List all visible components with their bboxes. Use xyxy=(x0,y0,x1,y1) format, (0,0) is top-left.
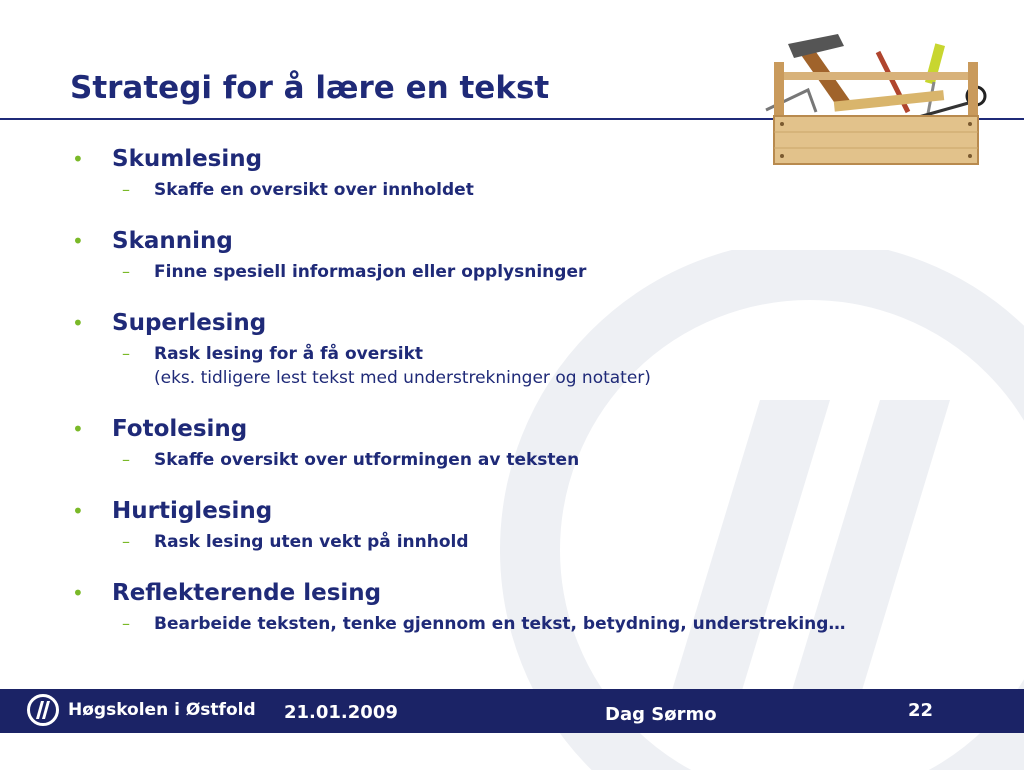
hiof-logo-icon xyxy=(26,693,60,727)
bullet-dot: • xyxy=(72,147,84,171)
page-number: 22 xyxy=(908,700,934,721)
bullet-dot: • xyxy=(72,499,84,523)
sub-bullet-text: Rask lesing for å få oversikt xyxy=(154,344,424,364)
slide-title: Strategi for å lære en tekst xyxy=(70,70,550,106)
bullet-item xyxy=(70,306,1000,390)
sub-bullet-dash: – xyxy=(122,532,130,551)
logo-text: Høgskolen i Østfold xyxy=(68,700,256,720)
sub-bullet-text: Finne spesiell informasjon eller opplysninger xyxy=(154,262,587,282)
sub-bullet-dash: – xyxy=(122,180,130,199)
bullet-label: Fotolesing xyxy=(112,416,248,442)
sub-bullet-text: Rask lesing uten vekt på innhold xyxy=(154,532,469,552)
bullet-item xyxy=(70,576,1000,636)
bullet-item xyxy=(70,412,1000,472)
footer-bar xyxy=(0,689,1024,733)
bullet-label: Superlesing xyxy=(112,310,267,336)
bullet-dot: • xyxy=(72,229,84,253)
sub-bullet-note: (eks. tidligere lest tekst med understrekninger og notater) xyxy=(154,368,651,388)
bullet-label: Hurtiglesing xyxy=(112,498,273,524)
bullet-label: Skanning xyxy=(112,228,233,254)
bullet-dot: • xyxy=(72,417,84,441)
bullet-list xyxy=(70,142,1000,658)
sub-bullet-dash: – xyxy=(122,262,130,281)
bullet-dot: • xyxy=(72,311,84,335)
sub-bullet-dash: – xyxy=(122,614,130,633)
footer-author: Dag Sørmo xyxy=(605,704,717,725)
sub-bullet-dash: – xyxy=(122,450,130,469)
sub-bullet-text: Skaffe en oversikt over innholdet xyxy=(154,180,474,200)
bullet-label: Reflekterende lesing xyxy=(112,580,382,606)
toolbox-illustration-icon xyxy=(758,32,994,172)
sub-bullet-dash: – xyxy=(122,344,130,363)
footer-logo xyxy=(26,693,256,727)
bullet-item xyxy=(70,224,1000,284)
bullet-item xyxy=(70,494,1000,554)
sub-bullet-group xyxy=(154,342,651,390)
footer-date: 21.01.2009 xyxy=(284,702,398,723)
bullet-label: Skumlesing xyxy=(112,146,263,172)
sub-bullet-text: Bearbeide teksten, tenke gjennom en tekst, betydning, understreking… xyxy=(154,614,846,634)
sub-bullet-text: Skaffe oversikt over utformingen av teksten xyxy=(154,450,580,470)
bullet-dot: • xyxy=(72,581,84,605)
